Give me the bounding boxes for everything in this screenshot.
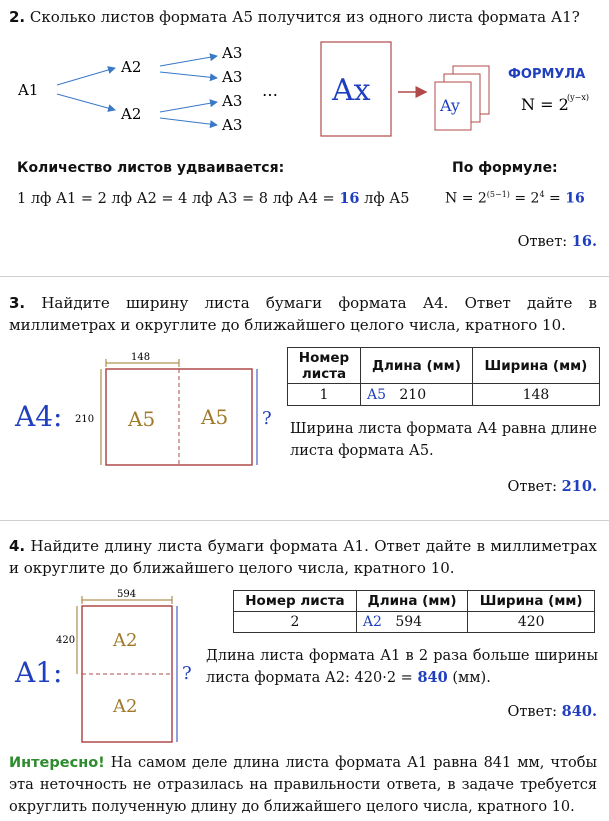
- tree-a2-top: A2: [121, 58, 142, 76]
- formula-title: ФОРМУЛА: [508, 67, 586, 82]
- task2-formula-calc: [445, 190, 585, 207]
- a1-label: A1:: [15, 656, 63, 689]
- t3-length-value: 210: [399, 386, 427, 403]
- task4-note: [206, 645, 598, 689]
- task2-number: 2.: [9, 8, 26, 26]
- task3-note: Ширина листа формата А4 равна длине листа формата А5.: [290, 421, 597, 459]
- a1-half2: A2: [113, 696, 138, 717]
- task3-question: [9, 292, 597, 336]
- a1-half1: A2: [113, 630, 138, 651]
- task4-question-text: Найдите длину листа бумаги формата А1. Ответ дайте в миллиметрах и округлите до ближайшего целого числа, кратного 10.: [9, 537, 597, 577]
- chain-text: 1 лф А1 = 2 лф А2 = 4 лф А3 = 8 лф А4 =: [17, 191, 340, 207]
- task2-question-text: Сколько листов формата А5 получится из одного листа формата А1?: [29, 8, 580, 26]
- t4-cell-number: 2: [234, 612, 357, 633]
- small-sheet-label: Ay: [440, 96, 460, 115]
- task2-question: [9, 8, 580, 26]
- tree-a1: A1: [18, 81, 39, 99]
- task3-question-text: Найдите ширину листа бумаги формата А4. Ответ дайте в миллиметрах и округлите до ближайшего целого числа, кратного 10.: [9, 294, 597, 334]
- formula-exp: (y−x): [567, 93, 589, 102]
- task3-answer: [508, 478, 598, 495]
- interesting-label: Интересно!: [9, 755, 105, 771]
- tree-a2-bottom: A2: [121, 105, 142, 123]
- a4-left-dim: 210: [75, 414, 95, 425]
- a1-top-dim: 594: [117, 589, 137, 600]
- interesting-note: [9, 752, 597, 818]
- answer-value: 210.: [561, 478, 597, 495]
- a4-figure: [0, 346, 285, 476]
- divider: [0, 276, 609, 277]
- sheet-formula-diagram: [318, 40, 608, 140]
- tree-a3-1: A3: [222, 44, 243, 62]
- answer-value: 840.: [561, 703, 597, 720]
- tree-a3-2: A3: [222, 68, 243, 86]
- answer-value: 16.: [571, 233, 597, 250]
- calc-exp2: 4: [539, 190, 545, 199]
- chain-tail: лф А5: [359, 191, 410, 207]
- t4-length-ref: A2: [362, 614, 382, 630]
- interesting-text: На самом деле длина листа формата А1 равна 841 мм, чтобы эта неточность не отразилась на правильности ответа, в задаче требуется округлить полученную длину до ближайшего целого числа, кратного 10.: [9, 755, 597, 815]
- task2-left-heading: Количество листов удваивается:: [17, 160, 285, 176]
- task4-table: [233, 590, 595, 633]
- t4-header-length: Длина (мм): [356, 591, 467, 612]
- big-sheet-label: Ax: [332, 73, 371, 108]
- calc-eq1: = 2: [509, 190, 540, 207]
- answer-label: Ответ:: [507, 479, 562, 495]
- t4-header-width: Ширина (мм): [468, 591, 595, 612]
- answer-label: Ответ:: [517, 234, 572, 250]
- t4-cell-length: [356, 612, 467, 633]
- t4-cell-width: 420: [468, 612, 595, 633]
- divider: [0, 520, 609, 521]
- table-row: [234, 612, 595, 633]
- a1-unknown: ?: [182, 663, 192, 684]
- tree-a3-4: A3: [222, 116, 243, 134]
- t3-header-number: Номер листа: [288, 348, 361, 384]
- t4-header-number: Номер листа: [234, 591, 357, 612]
- t4-length-value: 594: [395, 614, 423, 630]
- chain-value: 16: [339, 190, 360, 207]
- t3-header-width: Ширина (мм): [472, 348, 599, 384]
- a4-top-dim: 148: [131, 352, 151, 363]
- task3-table: [287, 347, 600, 406]
- calc-eq2: =: [544, 190, 566, 207]
- formula-base: N = 2: [521, 95, 569, 114]
- task4-question: [9, 535, 597, 579]
- table-row: [288, 384, 600, 406]
- format-tree-diagram: [0, 38, 300, 148]
- a4-half2: A5: [201, 405, 229, 429]
- t4-note-text: Длина листа формата А1 в 2 раза больше ширины листа формата А2:: [206, 648, 598, 686]
- t3-length-ref: A5: [367, 386, 387, 403]
- t4-calc-result: 840: [417, 669, 448, 686]
- task3-number: 3.: [9, 294, 26, 312]
- a4-half1: A5: [128, 407, 156, 431]
- task2-right-heading: По формуле:: [452, 160, 558, 176]
- tree-a3-3: A3: [222, 92, 243, 110]
- t3-cell-number: 1: [288, 384, 361, 406]
- calc-exp1: (5−1): [486, 190, 510, 199]
- t3-cell-width: 148: [472, 384, 599, 406]
- a1-left-dim: 420: [56, 635, 76, 646]
- a1-figure: [0, 586, 205, 746]
- t4-calc-expr: 420·2 =: [354, 670, 418, 686]
- task4-number: 4.: [9, 537, 26, 555]
- task2-chain: [17, 190, 410, 207]
- tree-ellipsis: …: [262, 81, 278, 100]
- task4-answer: [508, 703, 598, 720]
- calc-n: N = 2: [445, 190, 487, 207]
- a4-label: A4:: [15, 400, 63, 433]
- t4-calc-unit: (мм).: [447, 670, 491, 686]
- calc-result: 16: [565, 190, 585, 207]
- t3-header-length: Длина (мм): [361, 348, 473, 384]
- a4-unknown: ?: [262, 408, 272, 429]
- task2-answer: [518, 233, 597, 250]
- answer-label: Ответ:: [507, 704, 562, 720]
- t3-cell-length: [361, 384, 473, 406]
